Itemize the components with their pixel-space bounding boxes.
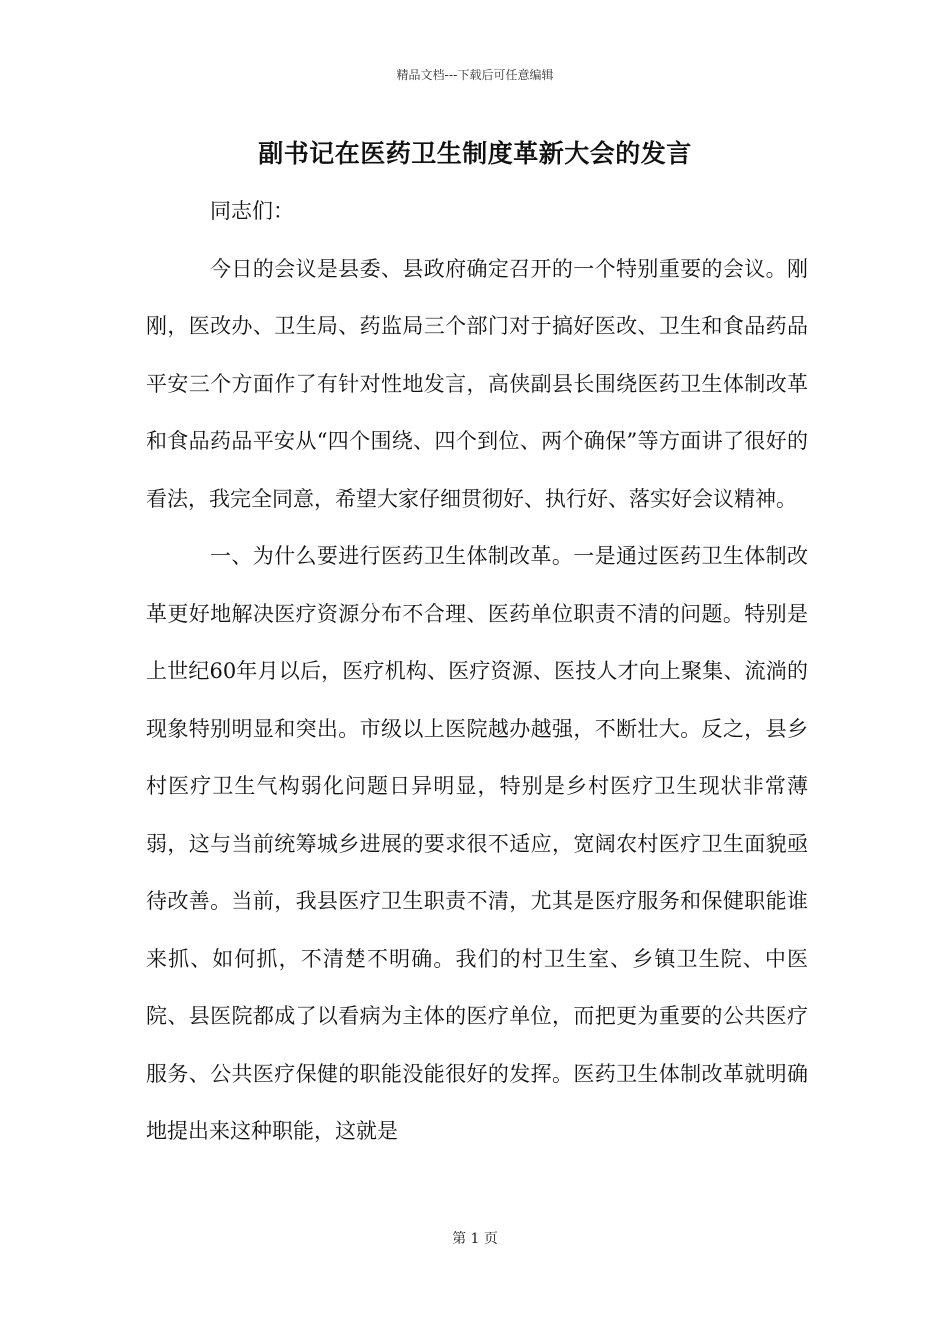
salutation: 同志们： <box>210 199 294 223</box>
document-title: 副书记在医药卫生制度革新大会的发言 <box>258 139 692 168</box>
page-number: 第 1 页 <box>452 1231 498 1247</box>
document-body <box>146 183 808 1161</box>
paragraph-intro: 今日的会议是县委、县政府确定召开的一个特别重要的会议。刚刚，医改办、卫生局、药监局三个部门对于搞好医改、卫生和食品药品平安三个方面作了有针对性地发言，高侠副县长围绕医药卫生体制改革和食品药品平安从“四个围绕、四个到位、两个确保”等方面讲了很好的看法，我完全同意，希望大家仔细贯彻好、执行好、落实好会议精神。 <box>146 256 808 511</box>
paragraph-section-one: 一、为什么要进行医药卫生体制改革。一是通过医药卫生体制改革更好地解决医疗资源分布不合理、医药单位职责不清的问题。特别是上世纪60年月以后，医疗机构、医疗资源、医技人才向上聚集、流淌的现象特别明显和突出。市级以上医院越办越强，不断壮大。反之，县乡村医疗卫生气构弱化问题日异明显，特别是乡村医疗卫生现状非常薄弱，这与当前统筹城乡进展的要求很不适应，宽阔农村医疗卫生面貌亟待改善。当前，我县医疗卫生职责不清，尤其是医疗服务和保健职能谁来抓、如何抓，不清楚不明确。我们的村卫生室、乡镇卫生院、中医院、县医院都成了以看病为主体的医疗单位，而把更为重要的公共医疗服务、公共医疗保健的职能没能很好的发挥。医药卫生体制改革就明确地提出来这种职能，这就是 <box>146 544 808 1143</box>
header-note: 精品文档---下载后可任意编辑 <box>396 68 554 82</box>
